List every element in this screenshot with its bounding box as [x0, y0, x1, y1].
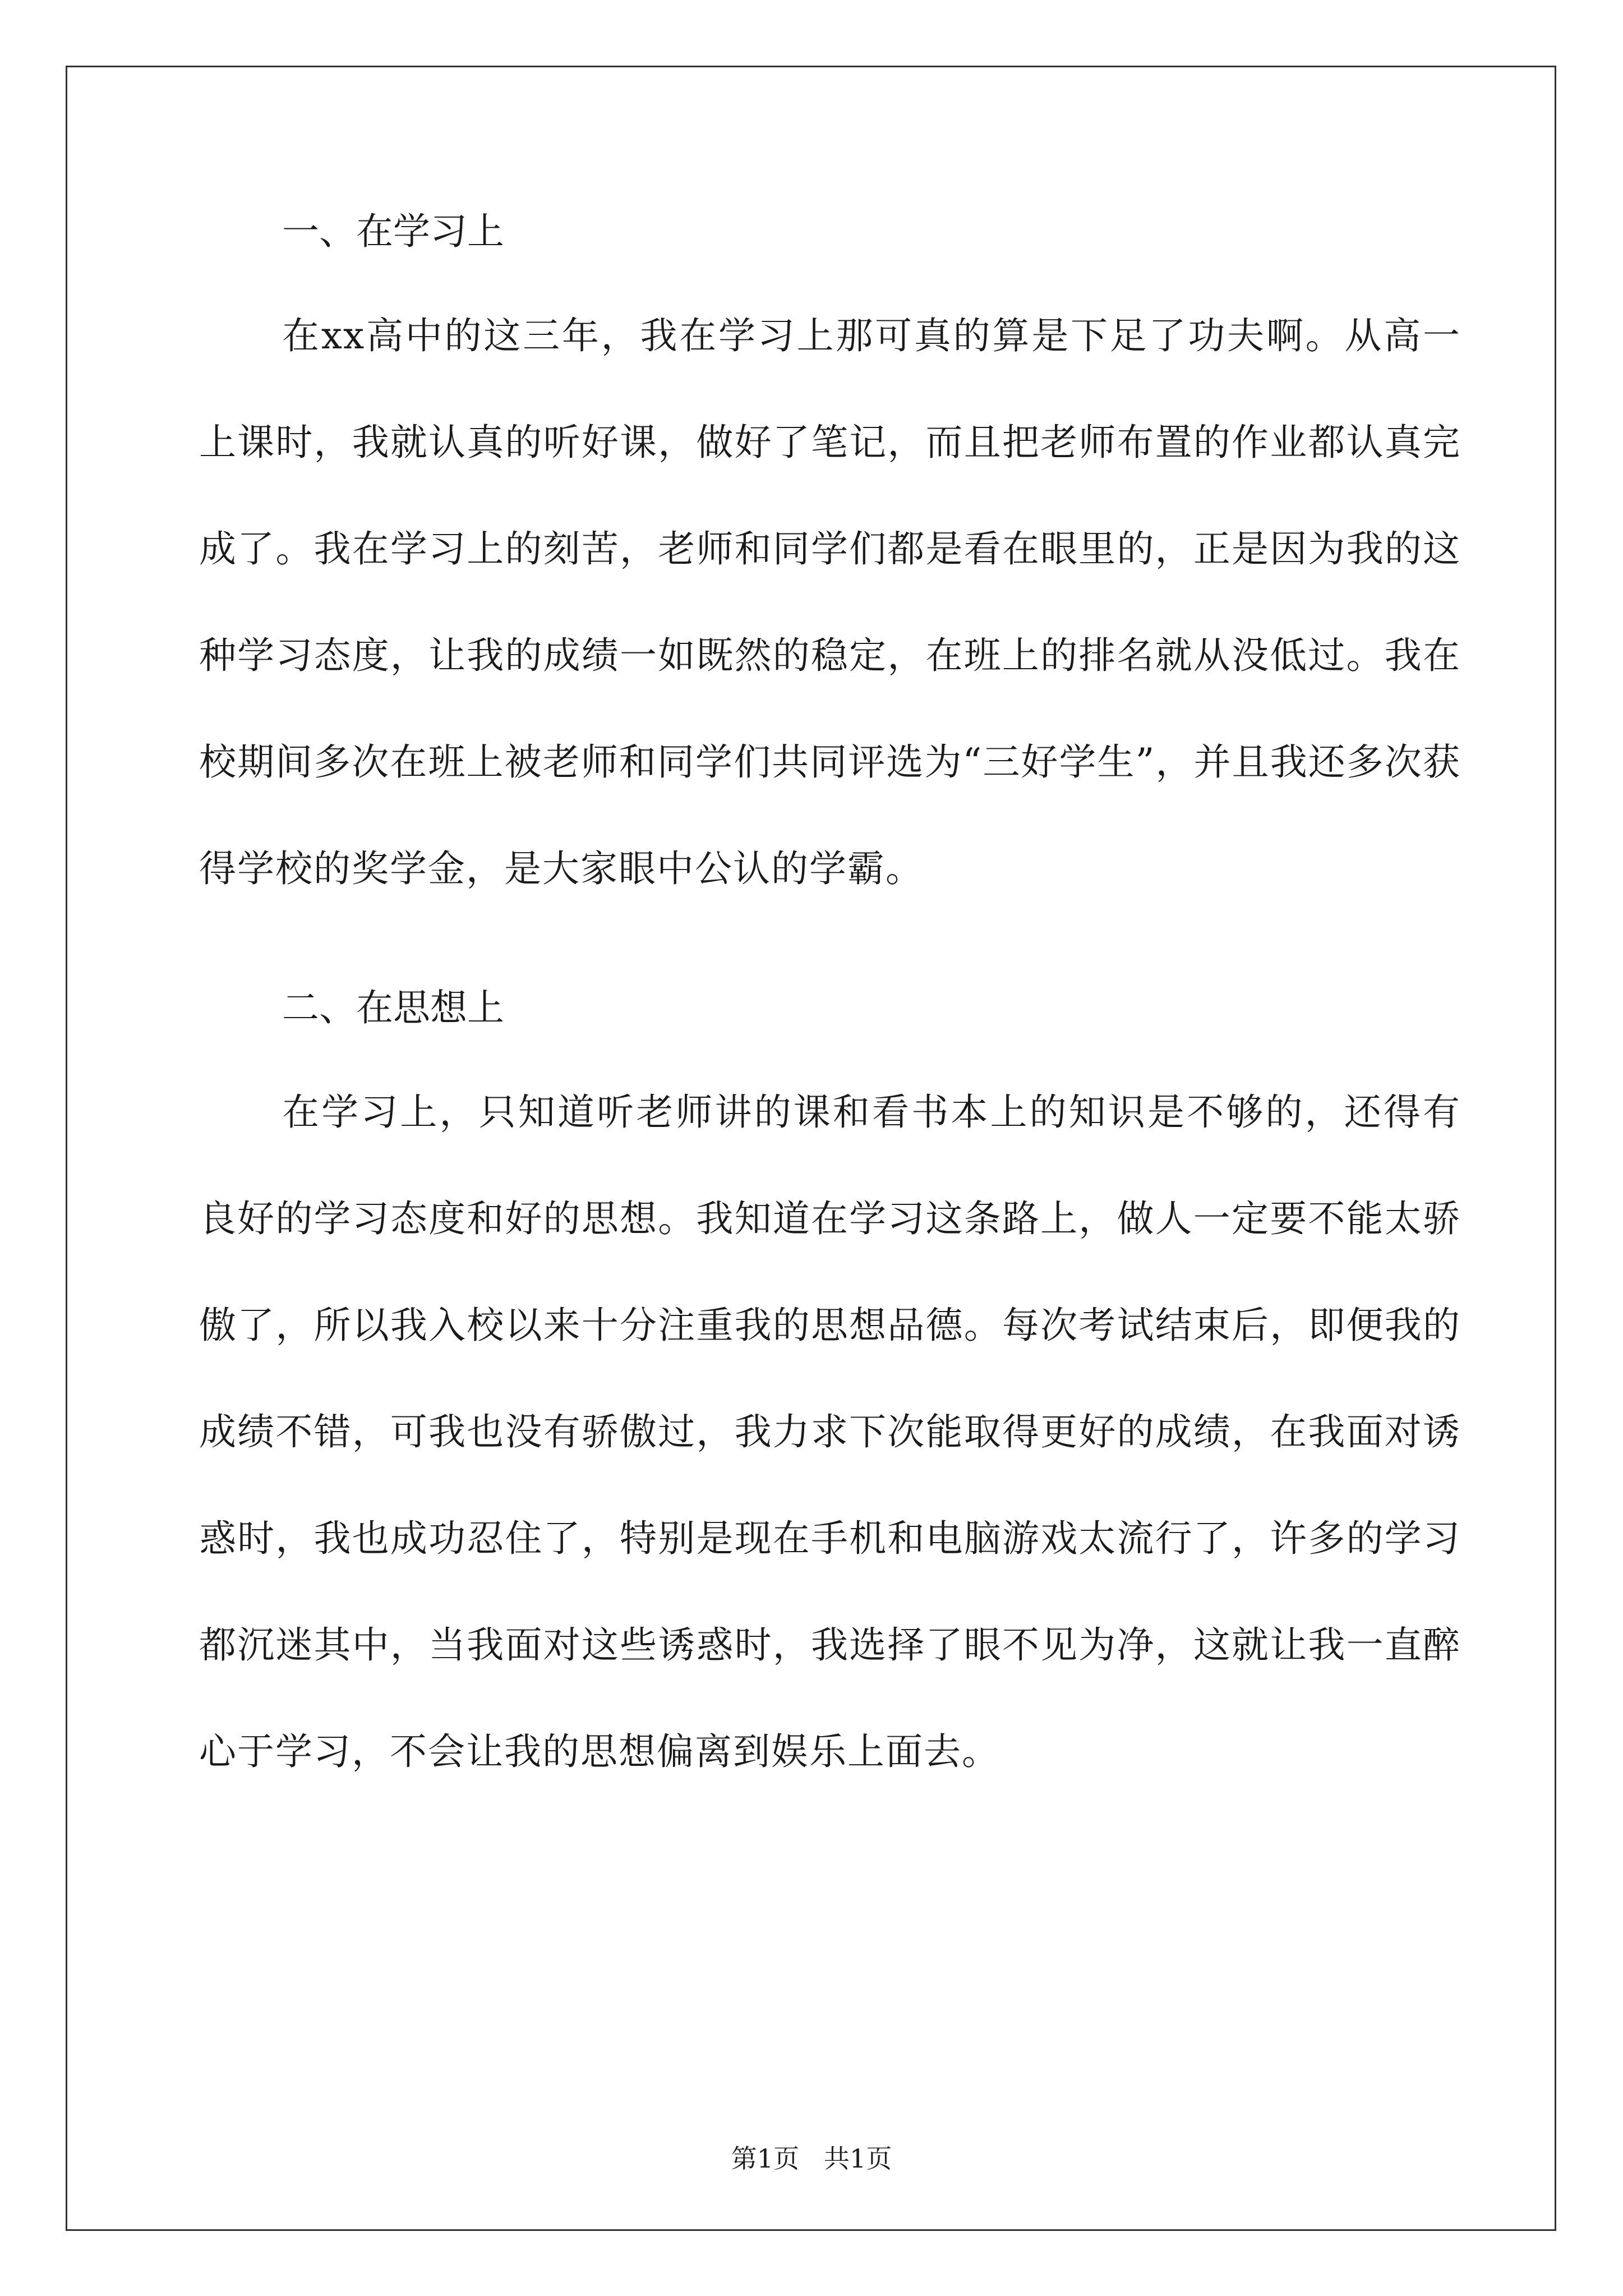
document-body: [199, 210, 1461, 1805]
page-footer: 第1页 共1页: [731, 2143, 892, 2174]
section-heading-study: 一、在学习上: [282, 210, 504, 253]
section-heading-thought: 二、在思想上: [282, 986, 504, 1029]
section-paragraph-study: 在xx高中的这三年，我在学习上那可真的算是下足了功夫啊。从高一上课时，我就认真的听好课，做好了笔记，而且把老师布置的作业都认真完成了。我在学习上的刻苦，老师和同学们都是看在眼里的，正是因为我的这种学习态度，让我的成绩一如既然的稳定，在班上的排名就从没低过。我在校期间多次在班上被老师和同学们共同评选为“三好学生”，并且我还多次获得学校的奖学金，是大家眼中公认的学霸。: [199, 314, 1461, 890]
section-paragraph-thought: 在学习上，只知道听老师讲的课和看书本上的知识是不够的，还得有良好的学习态度和好的思想。我知道在学习这条路上，做人一定要不能太骄傲了，所以我入校以来十分注重我的思想品德。每次考试结束后，即便我的成绩不错，可我也没有骄傲过，我力求下次能取得更好的成绩，在我面对诱惑时，我也成功忍住了，特别是现在手机和电脑游戏太流行了，许多的学习都沉迷其中，当我面对这些诱惑时，我选择了眼不见为净，这就让我一直醉心于学习，不会让我的思想偏离到娱乐上面去。: [199, 1091, 1461, 1773]
